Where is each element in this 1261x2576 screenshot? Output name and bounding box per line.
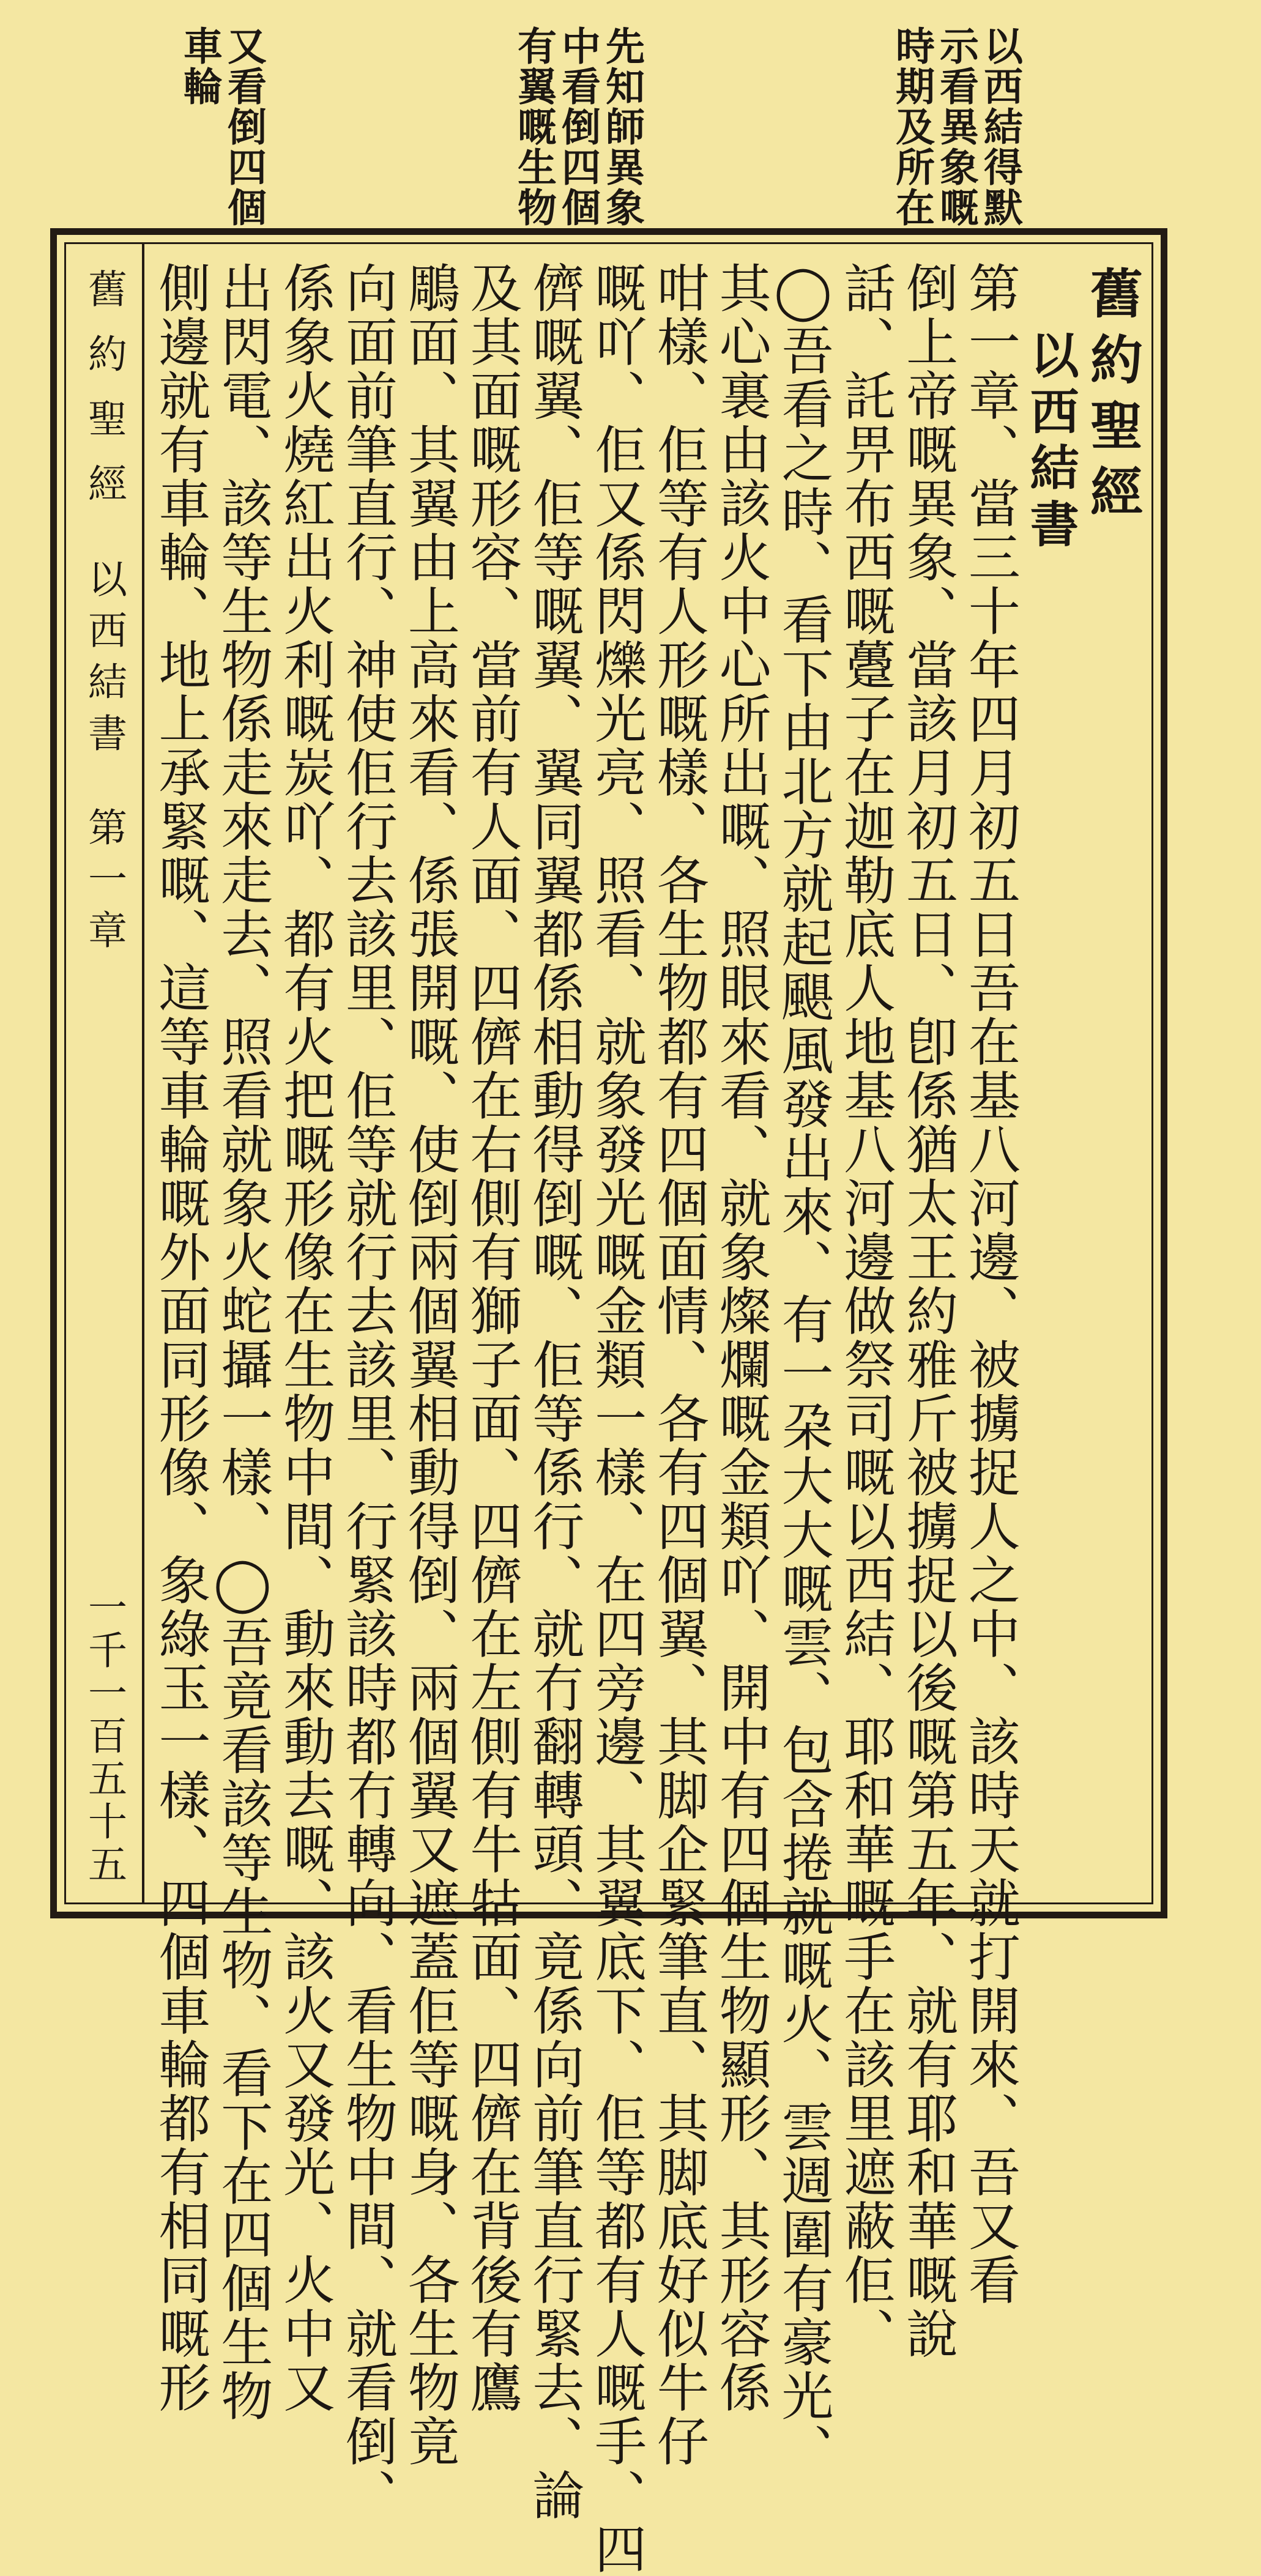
margin-notes [177,26,1022,228]
running-header [66,244,144,1902]
text-column: 倒上帝嘅異象、當該月初五日、卽係猶太王約雅斤被擄捉以後嘅第五年、就有耶和華嘅說 [897,261,958,2361]
margin-note: 先知師異象 中看倒四個 有翼嘅生物 [511,26,645,228]
text-column: 嘅吖、佢又係閃爍光亮、照看、就象發光嘅金類一樣、在四旁邊、其翼底下、佢等都有人嘅手、四 [586,261,647,2576]
header-title: 舊約聖經 [81,269,127,528]
text-column: 話、託畀布西嘅躉子在迦勒底人地基八河邊做祭司嘅以西結、耶和華嘅手在該里遮蔽佢、 [835,261,896,2361]
margin-note: 又看倒四個 車輪 [177,26,267,228]
text-column: 儕嘅翼、佢等嘅翼、翼同翼都係相動得倒嘅、佢等係行、就冇翻轉頭、竟係向前筆直行緊去、論 [523,261,584,2522]
text-column: 其心裏由該火中心所出嘅、照眼來看、就象燦爛嘅金類吖、開中有四個生物顯形、其形容係 [710,261,772,2415]
header-chapter: 第一章 [81,807,127,961]
header-book-name: 以西結書 [81,559,127,764]
section-title: 以西結書 [1022,330,1080,555]
text-column: 係象火燒紅出火利嘅炭吖、都有火把嘅形像在生物中間、動來動去嘅、該火又發光、火中又 [274,261,335,2415]
text-column: 咁樣、佢等有人形嘅樣、各生物都有四個面情、各有四個翼、其脚企緊筆直、其脚底好似牛仔 [648,261,709,2468]
text-column: 出閃電、該等生物係走來走去、照看就象火蛇攝一樣、◯吾竟看該等生物、看下在四個生物 [212,261,273,2423]
text-column: 第一章、當三十年四月初五日吾在基八河邊、被擄捉人之中、該時天就打開來、吾又看 [959,261,1021,2307]
body-text [144,244,1151,2576]
text-column: 向面前筆直行、神使佢行去該里、佢等就行去該里、行緊該時都冇轉向、看生物中間、就看倒、 [337,261,398,2522]
page-number: 一千一百五十五 [81,1587,127,1887]
text-column: 及其面嘅形容、當前有人面、四儕在右側有獅子面、四儕在左側有牛牯面、四儕在背後有鷹 [461,261,522,2415]
page-frame [50,228,1167,2576]
bleed-through-column [1039,31,1074,220]
text-column: 側邊就有車輪、地上承緊嘅、這等車輪嘅外面同形像、象綠玉一樣、四個車輪都有相同嘅形 [150,261,210,2415]
text-column: ◯吾看之時、看下由北方就起颶風發出來、有一朶大大嘅雲、包含捲就嘅火、雲週圍有豪光、 [772,261,833,2477]
text-column: 鵰面、其翼由上高來看、係張開嘅、使倒兩個翼相動得倒、兩個翼又遮蓋佢等嘅身、各生物竟 [399,261,460,2468]
page-inner-border [64,242,1153,2576]
margin-note: 以西結得默 示看異象嘅 時期及所在 [889,26,1023,228]
book-title: 舊約聖經 [1081,266,1143,530]
